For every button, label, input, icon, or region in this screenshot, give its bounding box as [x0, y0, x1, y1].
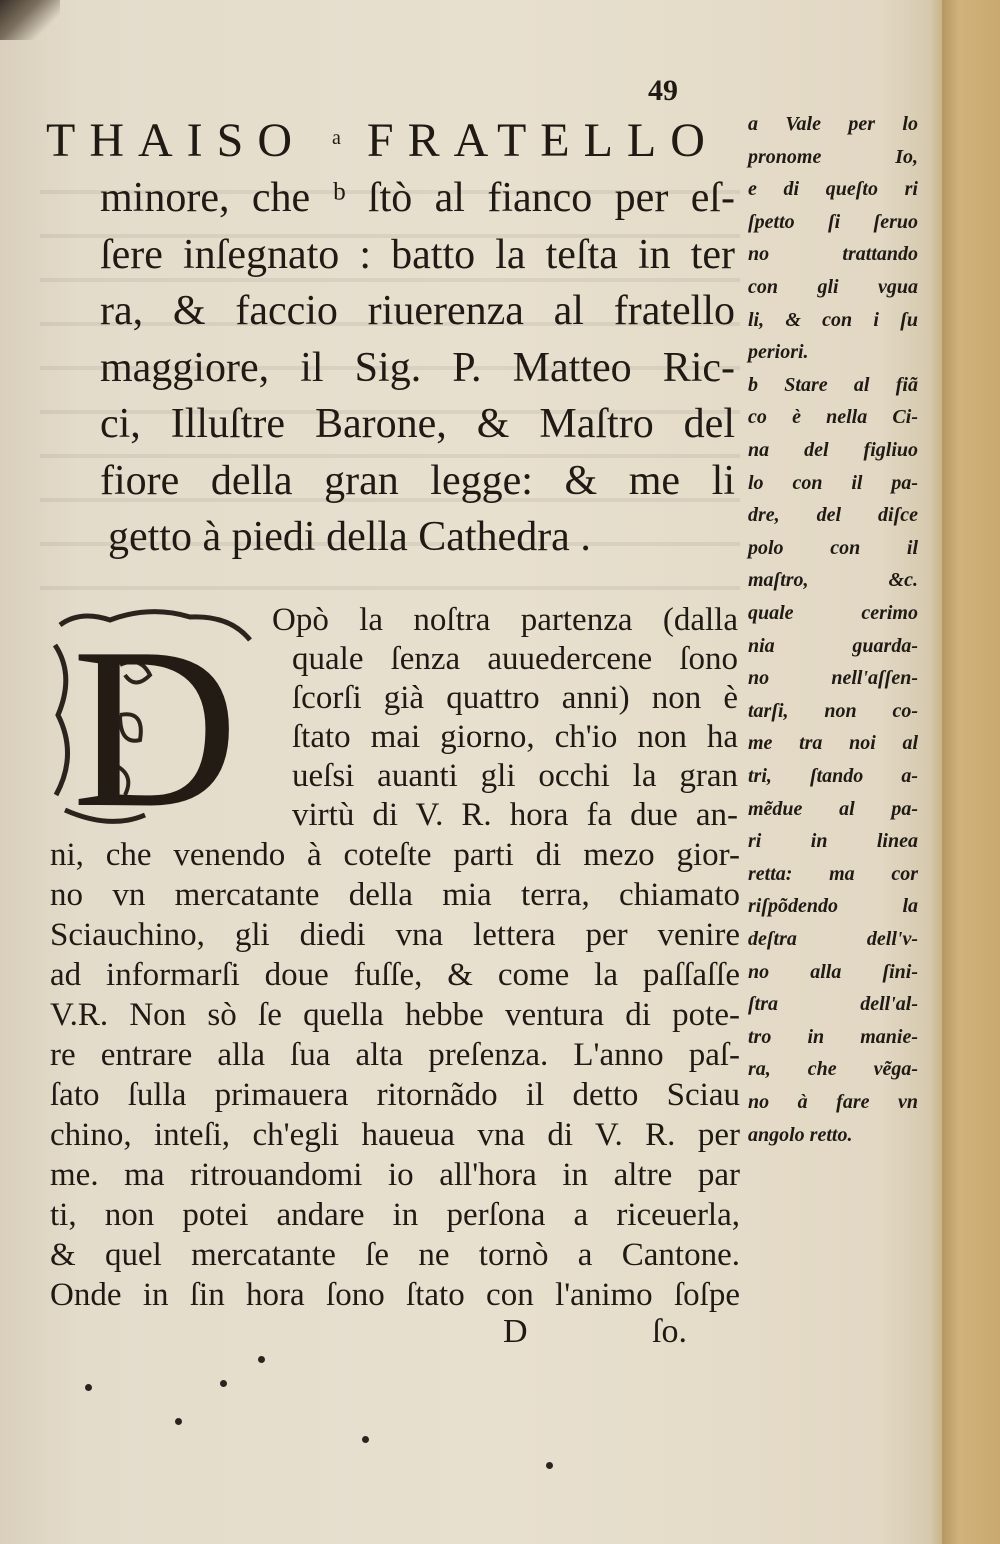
- text-line: ſcorſi già quattro anni) non è: [292, 680, 738, 716]
- text-line: Sciauchino, gli diedi vna lettera per venire: [50, 917, 740, 953]
- margin-note-line: angolo retto.: [748, 1123, 853, 1146]
- page-edge: [942, 0, 1000, 1544]
- margin-note-line: no nell'aſſen-: [748, 667, 918, 690]
- margin-note-line: maſtro, &c.: [748, 569, 918, 592]
- text-line: maggiore, il Sig. P. Matteo Ric-: [100, 344, 735, 391]
- stain: [362, 1436, 369, 1443]
- margin-note-line: nia guarda-: [748, 634, 918, 657]
- text-line: Opò la noſtra partenza (dalla: [272, 602, 738, 638]
- margin-note-line: ſpetto ſi ſeruo: [748, 210, 918, 233]
- margin-note-line: b Stare al fiã: [748, 373, 918, 396]
- margin-note-line: riſpõdendo la: [748, 895, 918, 918]
- text-line: Onde in ſin hora ſono ſtato con l'animo ſoſpe: [50, 1277, 740, 1313]
- margin-note-line: no alla ſini-: [748, 960, 918, 983]
- margin-note-line: mẽdue al pa-: [748, 797, 918, 820]
- text-line: getto à piedi della Cathedra .: [108, 514, 591, 560]
- stain: [258, 1356, 265, 1363]
- text-line: ti, non potei andare in perſona a riceuerla,: [50, 1197, 740, 1233]
- text-line: ni, che venendo à coteſte parti di mezo gior-: [50, 837, 740, 873]
- text-line: ci, Illuſtre Barone, & Maſtro del: [100, 401, 735, 447]
- text-line: no vn mercatante della mia terra, chiamato: [50, 877, 740, 913]
- margin-note-line: na del figliuo: [748, 439, 918, 461]
- text-line: fiore della gran legge: & me li: [100, 457, 735, 504]
- margin-note-line: ſtra dell'al-: [748, 993, 918, 1016]
- margin-note-line: dre, del diſce: [748, 504, 918, 527]
- margin-note-line: ri in linea: [748, 830, 918, 853]
- margin-note-line: co è nella Ci-: [748, 406, 918, 429]
- text-line: me. ma ritrouandomi io all'hora in altre par: [50, 1157, 740, 1193]
- text-line: ra, & faccio riuerenza al fratello: [100, 288, 735, 334]
- margin-note-line: no trattando: [748, 243, 918, 266]
- text-line: virtù di V. R. hora fa due an-: [292, 797, 738, 833]
- margin-note-line: pronome Io,: [748, 145, 918, 168]
- margin-note-line: tarſi, non co-: [748, 699, 918, 722]
- note-mark: a: [332, 127, 341, 149]
- text-line: V.R. Non sò ſe quella hebbe ventura di pote-: [50, 997, 740, 1033]
- margin-note-line: polo con il: [748, 536, 918, 559]
- text-line: chino, inteſi, ch'egli haueua vna di V. R. per: [50, 1117, 740, 1153]
- margin-note-line: li, & con i ſu: [748, 308, 918, 331]
- scan-corner-shadow: [0, 0, 60, 40]
- text-line: quale ſenza auuedercene ſono: [292, 641, 738, 677]
- margin-note-line: ra, che vẽga-: [748, 1058, 918, 1081]
- text-line: ad informarſi doue fuſſe, & come la paſſaſſe: [50, 957, 740, 993]
- decorated-initial-d: [50, 605, 265, 830]
- stain: [85, 1384, 92, 1391]
- heading-word: FRATELLO: [366, 114, 719, 167]
- text-line: re entrare alla ſua alta preſenza. L'anno paſ-: [50, 1037, 740, 1073]
- heading: [46, 108, 736, 171]
- margin-note-line: con gli vgua: [748, 276, 918, 298]
- text-line: minore, che ᵇ ſtò al fianco per eſ-: [100, 175, 735, 221]
- text-line: ueſsi auanti gli occhi la gran: [292, 758, 738, 794]
- margin-note-line: deſtra dell'v-: [748, 928, 918, 950]
- stain: [220, 1380, 227, 1387]
- stain: [546, 1462, 553, 1469]
- text-line: & quel mercatante ſe ne tornò a Cantone.: [50, 1237, 740, 1273]
- initial-letter: D: [72, 605, 239, 830]
- margin-note-line: tri, ſtando a-: [748, 765, 918, 787]
- margin-note-line: retta: ma cor: [748, 862, 918, 885]
- margin-note-line: periori.: [748, 341, 809, 364]
- margin-note-line: no à fare vn: [748, 1091, 918, 1113]
- margin-note-line: e di queſto ri: [748, 178, 918, 201]
- margin-note-line: lo con il pa-: [748, 471, 918, 494]
- text-line: ſtato mai giorno, ch'io non ha: [292, 719, 738, 755]
- heading-word: THAISO: [46, 114, 306, 167]
- margin-note-line: tro in manie-: [748, 1025, 918, 1048]
- margin-note-line: quale cerimo: [748, 602, 918, 624]
- catchword: ſo.: [652, 1313, 687, 1350]
- stain: [175, 1418, 182, 1425]
- signature-mark: D: [503, 1313, 528, 1350]
- margin-note-line: me tra noi al: [748, 732, 918, 755]
- text-line: ſere inſegnato : batto la teſta in ter: [100, 231, 735, 278]
- margin-note-line: a Vale per lo: [748, 113, 918, 135]
- page-number: 49: [648, 74, 678, 107]
- text-line: ſato ſulla primauera ritornãdo il detto Sciau: [50, 1077, 740, 1113]
